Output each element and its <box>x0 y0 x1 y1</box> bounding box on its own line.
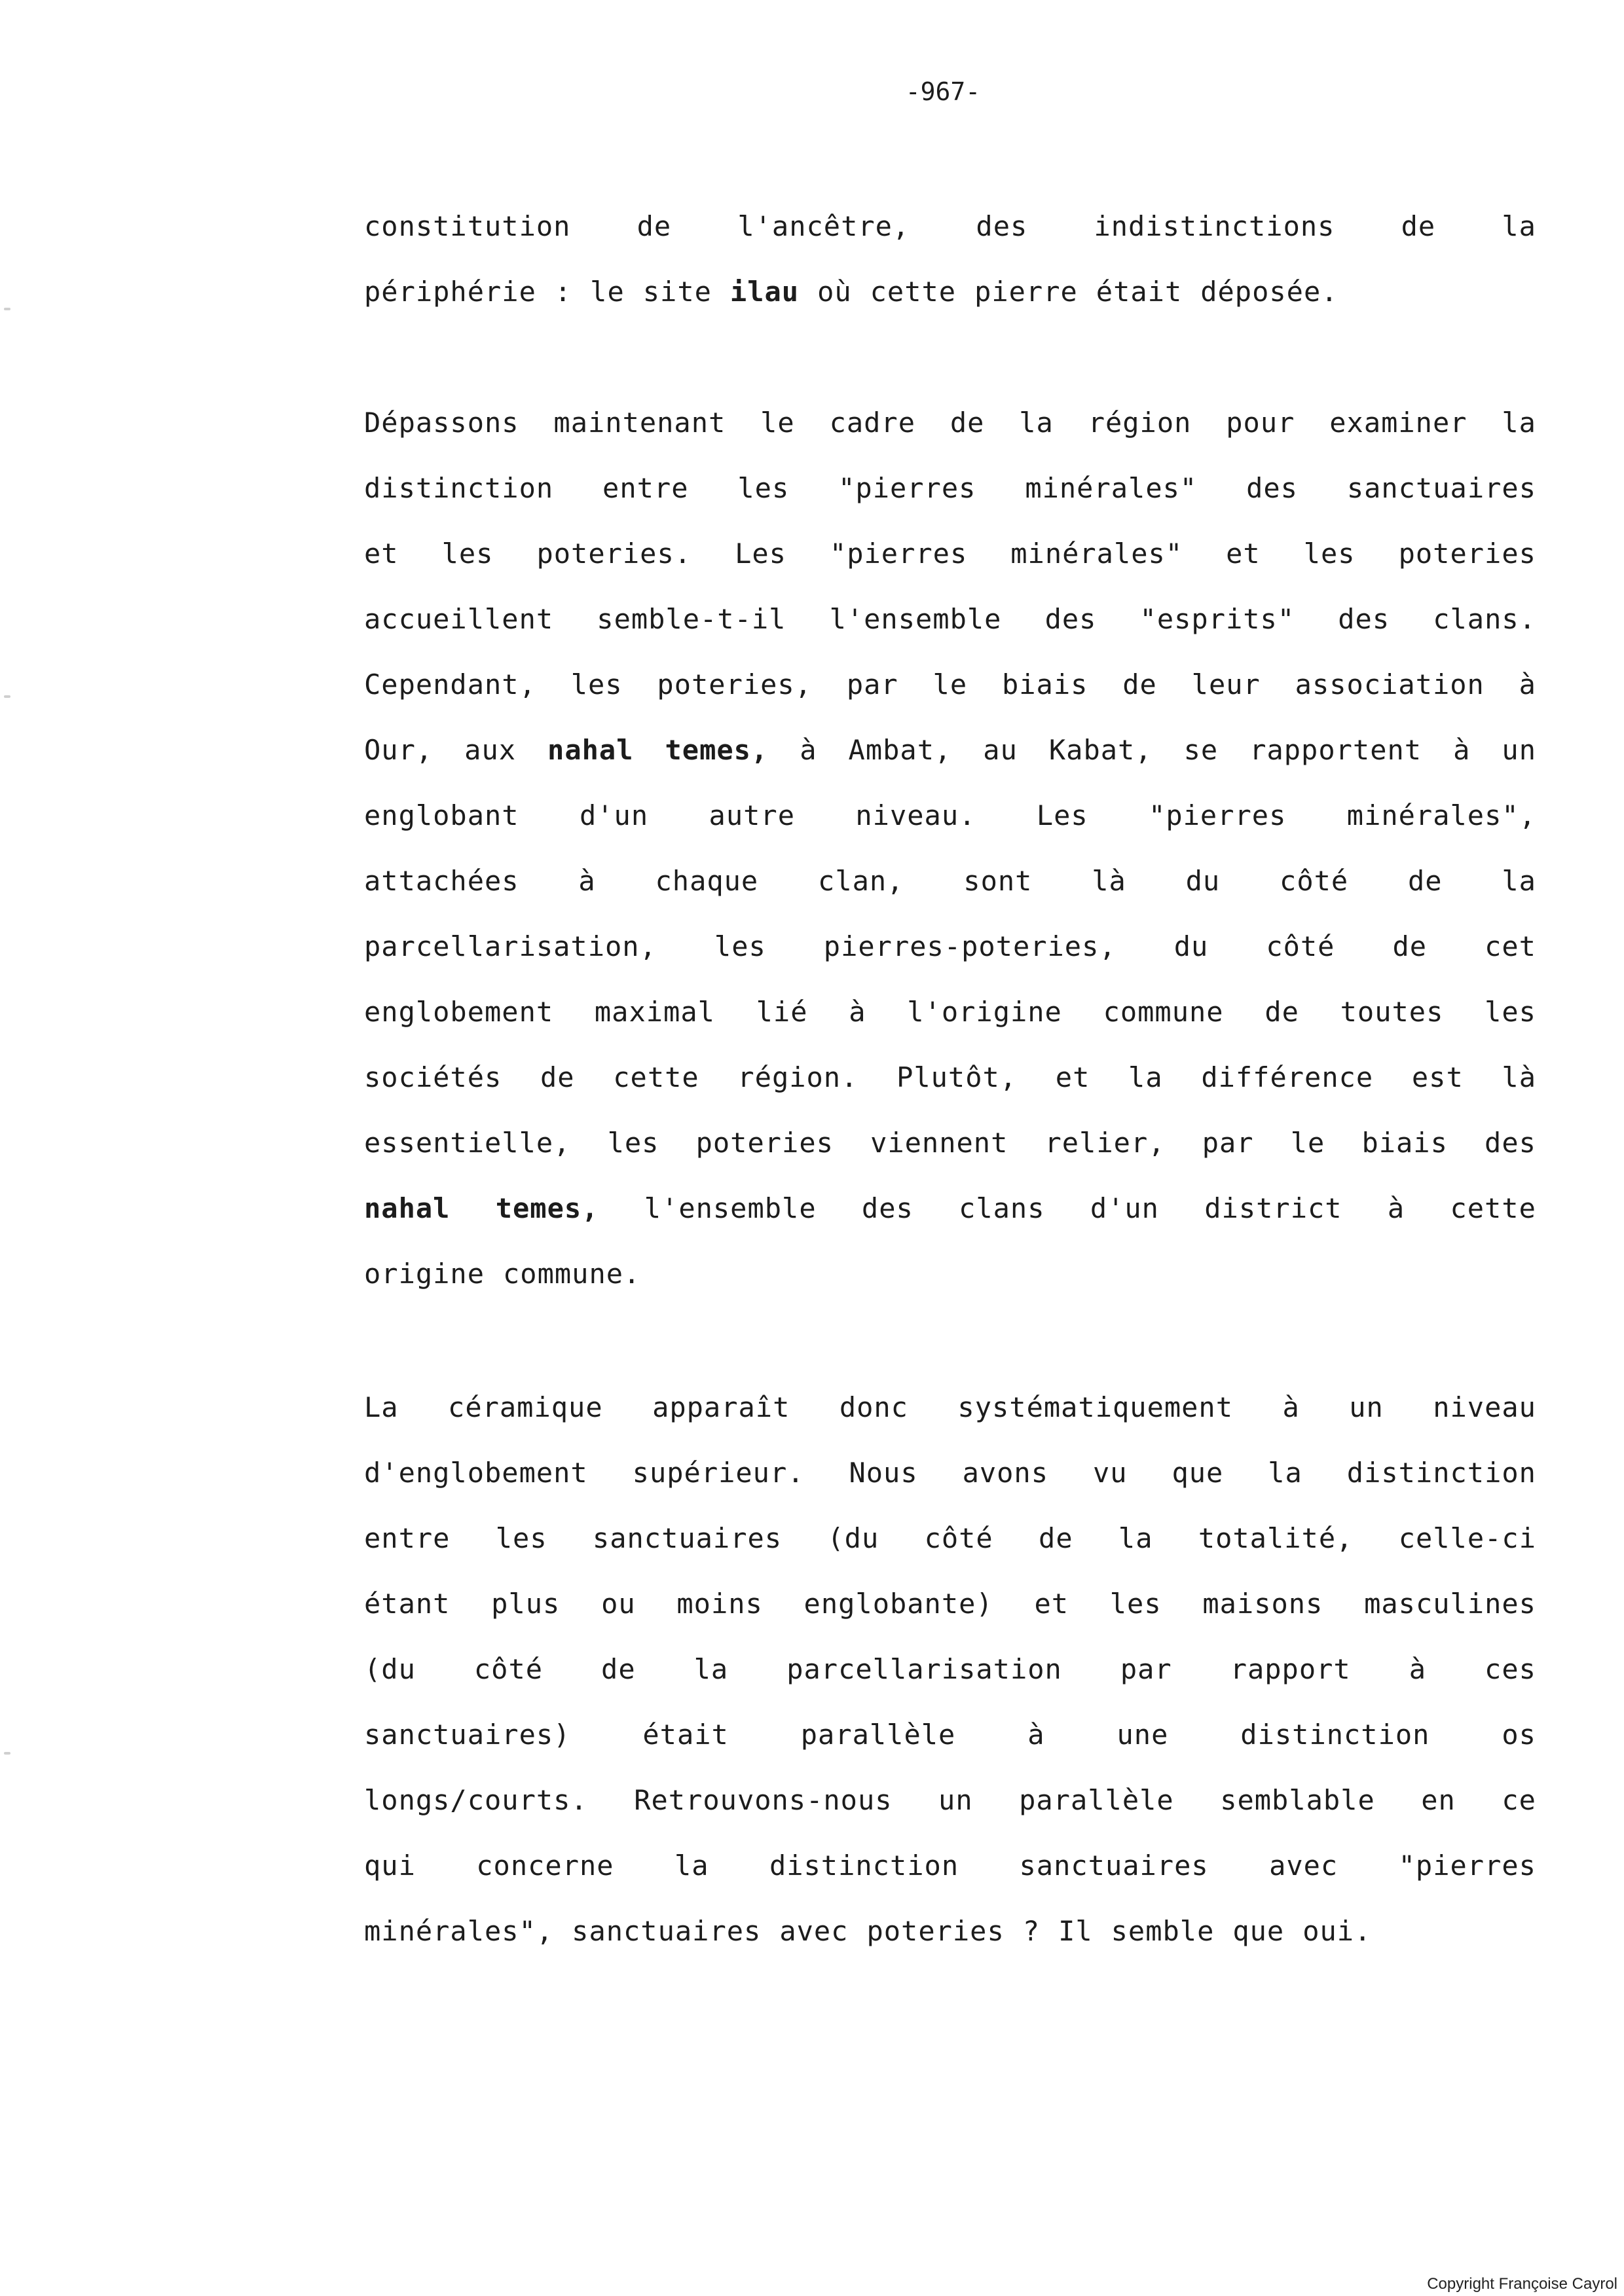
word: totalité, <box>1198 1522 1354 1554</box>
word: à <box>1282 1391 1300 1423</box>
word: côté <box>1280 865 1349 897</box>
word: au <box>983 734 1018 766</box>
word: l'origine <box>907 996 1062 1028</box>
word: côté <box>924 1522 993 1554</box>
word: constitution <box>364 210 571 242</box>
word: commune <box>1103 996 1224 1028</box>
word: sanctuaires) <box>364 1719 571 1751</box>
word: la <box>1502 865 1536 897</box>
word: périphérie <box>364 276 536 308</box>
word: supérieur. <box>632 1457 805 1489</box>
word: englobement <box>364 996 554 1028</box>
word: ou <box>601 1588 636 1620</box>
word: que <box>1232 1915 1285 1947</box>
word: leur <box>1191 668 1261 701</box>
word: région. <box>737 1061 858 1093</box>
word: Les <box>735 538 786 570</box>
word: clans <box>959 1192 1045 1224</box>
text-line <box>364 1768 1536 1833</box>
word: par <box>846 668 898 701</box>
text-line <box>364 914 1536 979</box>
word: masculines <box>1364 1588 1536 1620</box>
word: plus <box>491 1588 561 1620</box>
text-line <box>364 587 1536 652</box>
word: attachées <box>364 865 519 897</box>
word: côté <box>473 1653 544 1685</box>
text-line <box>364 783 1536 848</box>
word: essentielle, <box>364 1127 571 1159</box>
word: des <box>861 1192 913 1224</box>
word: cadre <box>829 407 915 439</box>
bold-term: ilau <box>729 276 800 308</box>
word: les <box>1109 1588 1162 1620</box>
word: entre <box>364 1522 451 1554</box>
word: englobante) <box>803 1588 993 1620</box>
paragraph-2 <box>364 390 1536 1307</box>
word: les <box>570 668 623 701</box>
word: la <box>1128 1061 1163 1093</box>
word: est <box>1411 1061 1464 1093</box>
word: était <box>642 1719 729 1751</box>
word: où <box>817 276 852 308</box>
word: avec <box>1269 1850 1338 1882</box>
word: se <box>1183 734 1219 766</box>
word: vu <box>1092 1457 1128 1489</box>
word: céramique <box>448 1391 603 1423</box>
word: poteries <box>1398 538 1536 570</box>
text-line <box>364 1899 1536 1964</box>
word: la <box>1019 407 1054 439</box>
word: viennent <box>870 1127 1008 1159</box>
word: site <box>642 276 712 308</box>
word: à <box>1027 1719 1045 1751</box>
text-line <box>364 456 1536 521</box>
word: de <box>1264 996 1299 1028</box>
bold-term: temes, <box>665 734 769 766</box>
word: Ambat, <box>848 734 952 766</box>
word: un <box>938 1784 973 1816</box>
word: de <box>540 1061 575 1093</box>
word: systématiquement <box>957 1391 1233 1423</box>
word: Plutôt, <box>896 1061 1018 1093</box>
word: de <box>601 1653 636 1685</box>
word: des <box>1485 1127 1536 1159</box>
word: ? <box>1022 1915 1041 1947</box>
word: examiner <box>1329 407 1467 439</box>
word: par <box>1202 1127 1254 1159</box>
word: Kabat, <box>1048 734 1153 766</box>
word: déposée. <box>1200 276 1338 308</box>
word: "pierres <box>829 538 968 570</box>
word: Les <box>1036 799 1088 831</box>
word: pour <box>1226 407 1295 439</box>
word: les <box>607 1127 659 1159</box>
word: de <box>1401 210 1436 242</box>
word: clans. <box>1433 603 1536 635</box>
text-line <box>364 1702 1536 1768</box>
word: minérales" <box>1025 472 1198 504</box>
word: lié <box>756 996 808 1028</box>
word: de <box>1122 668 1157 701</box>
word: à <box>578 865 596 897</box>
word: clan, <box>818 865 904 897</box>
word: le <box>590 276 625 308</box>
word: que <box>1172 1457 1224 1489</box>
word: ce <box>1502 1784 1536 1816</box>
word: entre <box>602 472 689 504</box>
word: à <box>849 996 866 1028</box>
text-line <box>364 1571 1536 1637</box>
text-line <box>364 1637 1536 1702</box>
text-line <box>364 1375 1536 1440</box>
word: sanctuaires <box>1346 472 1536 504</box>
word: origine <box>364 1258 485 1290</box>
text-line <box>364 1241 1536 1307</box>
word: parallèle <box>1019 1784 1174 1816</box>
word: Our, <box>364 734 434 766</box>
word: toutes <box>1340 996 1444 1028</box>
word: à <box>1409 1653 1427 1685</box>
word: sanctuaires <box>1019 1850 1209 1882</box>
page-number: -967- <box>905 77 981 106</box>
word: du <box>1173 930 1209 962</box>
word: poteries <box>866 1915 1005 1947</box>
word: longs/courts. <box>364 1784 588 1816</box>
word: poteries <box>695 1127 834 1159</box>
word: distinction <box>1240 1719 1430 1751</box>
word: association <box>1295 668 1485 701</box>
word: "pierres <box>1149 799 1287 831</box>
word: maintenant <box>553 407 726 439</box>
word: de <box>637 210 672 242</box>
word: l'ensemble <box>644 1192 817 1224</box>
word: et <box>1055 1061 1090 1093</box>
text-line <box>364 259 1536 325</box>
word: région <box>1088 407 1192 439</box>
word: sanctuaires <box>592 1522 783 1554</box>
word: la <box>693 1653 729 1685</box>
word: ces <box>1485 1653 1536 1685</box>
word: d'englobement <box>364 1457 588 1489</box>
word: indistinctions <box>1094 210 1335 242</box>
word: la <box>1118 1522 1153 1554</box>
word: de <box>1408 865 1443 897</box>
word: commune. <box>503 1258 641 1290</box>
word: celle-ci <box>1398 1522 1536 1554</box>
word: semblable <box>1220 1784 1375 1816</box>
word: minérales", <box>1346 799 1536 831</box>
word: semble <box>1111 1915 1215 1947</box>
word: biais <box>1361 1127 1448 1159</box>
word: les <box>495 1522 547 1554</box>
text-line <box>364 1110 1536 1176</box>
word: les <box>1303 538 1356 570</box>
paragraph-3 <box>364 1375 1536 1964</box>
word: à <box>1519 668 1536 701</box>
word: pierre <box>974 276 1078 308</box>
word: l'ancêtre, <box>737 210 910 242</box>
text-line <box>364 1833 1536 1899</box>
word: le <box>932 668 968 701</box>
word: étant <box>364 1588 451 1620</box>
word: maisons <box>1202 1588 1323 1620</box>
word: par <box>1120 1653 1172 1685</box>
scan-speck <box>4 1752 10 1755</box>
word: distinction <box>769 1850 959 1882</box>
text-line <box>364 1045 1536 1110</box>
text-line <box>364 194 1536 259</box>
word: qui <box>364 1850 416 1882</box>
word: différence <box>1201 1061 1374 1093</box>
text-line <box>364 1506 1536 1571</box>
word: os <box>1502 1719 1536 1751</box>
word: à <box>800 734 817 766</box>
word: niveau. <box>855 799 976 831</box>
word: des <box>1044 603 1097 635</box>
word: un <box>1502 734 1536 766</box>
word: niveau <box>1433 1391 1536 1423</box>
word: à <box>1387 1192 1405 1224</box>
word: les <box>1485 996 1536 1028</box>
word: les <box>737 472 790 504</box>
word: apparaît <box>652 1391 790 1423</box>
word: cet <box>1485 930 1536 962</box>
word: des <box>976 210 1028 242</box>
word: un <box>1349 1391 1384 1423</box>
word: accueillent <box>364 603 554 635</box>
word: "esprits" <box>1139 603 1295 635</box>
word: le <box>1290 1127 1325 1159</box>
word: des <box>1246 472 1298 504</box>
text-line <box>364 390 1536 456</box>
word: Dépassons <box>364 407 519 439</box>
word: sont <box>963 865 1033 897</box>
word: sanctuaires <box>572 1915 762 1947</box>
word: poteries. <box>536 538 692 570</box>
word: distinction <box>1346 1457 1536 1489</box>
word: d'un <box>579 799 649 831</box>
word: l'ensemble <box>829 603 1002 635</box>
text-line <box>364 1176 1536 1241</box>
scan-speck <box>4 308 10 310</box>
word: une <box>1116 1719 1169 1751</box>
word: Nous <box>849 1457 918 1489</box>
word: côté <box>1266 930 1335 962</box>
word: de <box>950 407 985 439</box>
word: de <box>1039 1522 1073 1554</box>
word: cette <box>1450 1192 1536 1224</box>
word: poteries, <box>657 668 812 701</box>
word: concerne <box>476 1850 614 1882</box>
word: rapportent <box>1249 734 1422 766</box>
bold-term: nahal <box>364 1192 451 1224</box>
word: biais <box>1001 668 1088 701</box>
word: distinction <box>364 472 554 504</box>
word: d'un <box>1090 1192 1159 1224</box>
word: cette <box>870 276 957 308</box>
word: là <box>1092 865 1126 897</box>
word: englobant <box>364 799 519 831</box>
word: moins <box>676 1588 763 1620</box>
text-line <box>364 848 1536 914</box>
copyright-notice: Copyright Françoise Cayrol <box>1427 2275 1617 2293</box>
scan-speck <box>4 695 10 698</box>
word: pierres-poteries, <box>823 930 1116 962</box>
word: et <box>1034 1588 1069 1620</box>
word: parallèle <box>800 1719 956 1751</box>
word: la <box>1268 1457 1302 1489</box>
word: Retrouvons-nous <box>634 1784 893 1816</box>
word: et <box>364 538 399 570</box>
word: avec <box>779 1915 849 1947</box>
word: la <box>1502 210 1536 242</box>
word: "pierres <box>838 472 976 504</box>
word: Cependant, <box>364 668 536 701</box>
word: en <box>1421 1784 1456 1816</box>
word: La <box>364 1391 399 1423</box>
text-line <box>364 652 1536 718</box>
word: Il <box>1058 1915 1093 1947</box>
word: autre <box>709 799 795 831</box>
word: les <box>441 538 494 570</box>
text-line <box>364 979 1536 1045</box>
word: "pierres <box>1398 1850 1536 1882</box>
word: : <box>554 276 572 308</box>
word: était <box>1096 276 1183 308</box>
word: minérales", <box>364 1915 554 1947</box>
text-line <box>364 718 1536 783</box>
bold-term: nahal <box>547 734 634 766</box>
word: le <box>760 407 795 439</box>
word: parcellarisation <box>786 1653 1062 1685</box>
word: sociétés <box>364 1061 502 1093</box>
word: du <box>1185 865 1221 897</box>
word: district <box>1204 1192 1342 1224</box>
word: semble-t-il <box>597 603 786 635</box>
paragraph-1 <box>364 194 1536 325</box>
word: des <box>1338 603 1390 635</box>
word: aux <box>464 734 517 766</box>
word: maximal <box>594 996 715 1028</box>
word: et <box>1226 538 1261 570</box>
bold-term: temes, <box>495 1192 599 1224</box>
word: rapport <box>1230 1653 1351 1685</box>
word: là <box>1502 1061 1536 1093</box>
word: oui. <box>1302 1915 1372 1947</box>
word: donc <box>839 1391 908 1423</box>
word: de <box>1392 930 1428 962</box>
word: cette <box>613 1061 699 1093</box>
word: minérales" <box>1010 538 1183 570</box>
word: (du <box>827 1522 879 1554</box>
word: relier, <box>1044 1127 1166 1159</box>
word: à <box>1453 734 1471 766</box>
word: chaque <box>655 865 759 897</box>
word: les <box>714 930 766 962</box>
word: la <box>674 1850 709 1882</box>
word: la <box>1502 407 1536 439</box>
word: (du <box>364 1653 416 1685</box>
text-line <box>364 1440 1536 1506</box>
word: avons <box>962 1457 1049 1489</box>
word: parcellarisation, <box>364 930 657 962</box>
text-line <box>364 521 1536 587</box>
